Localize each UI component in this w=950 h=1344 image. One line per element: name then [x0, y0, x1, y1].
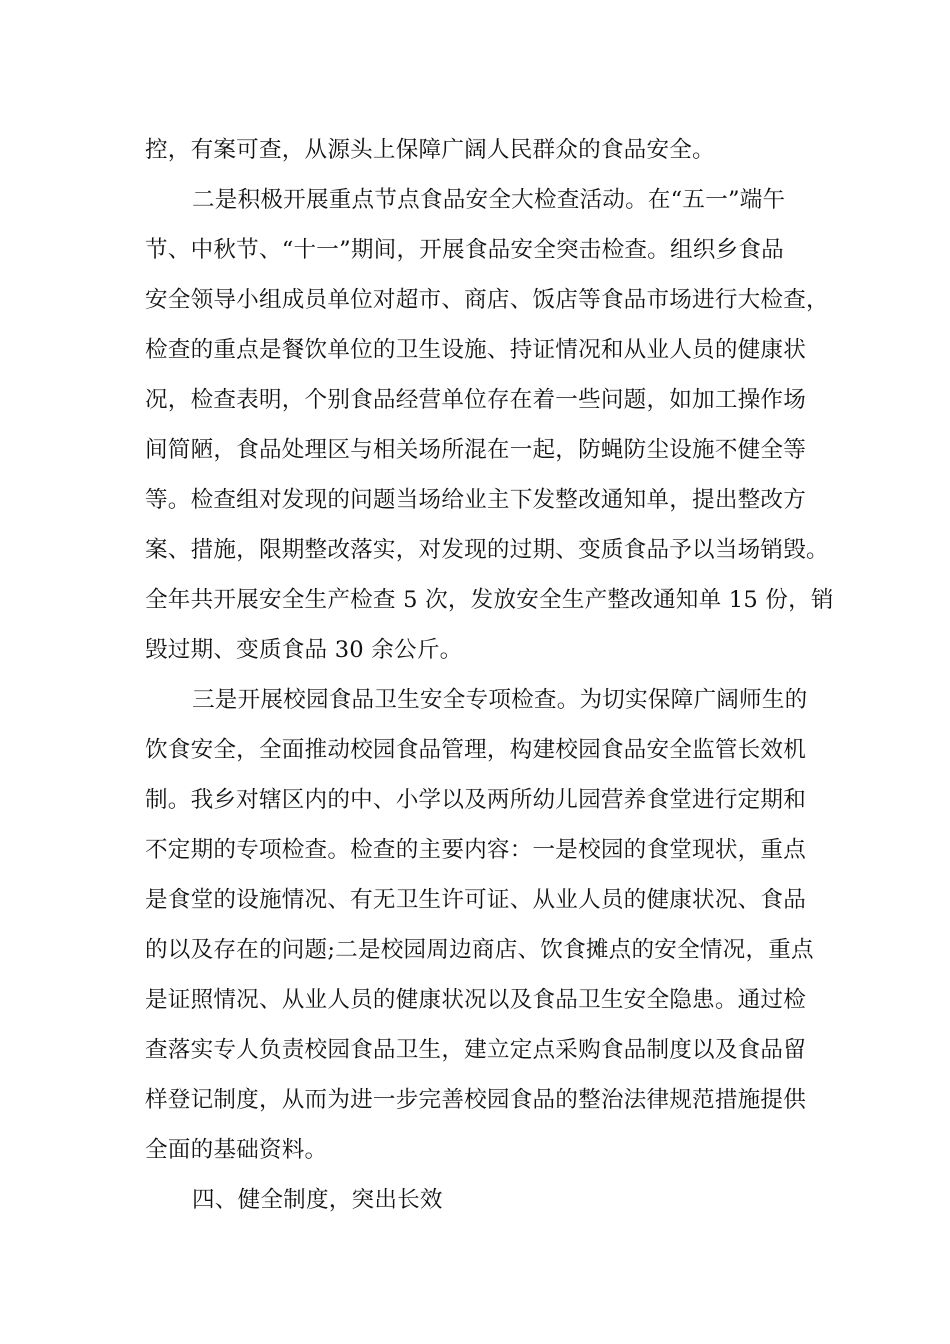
- text-line: 样登记制度，从而为进一步完善校园食品的整治法律规范措施提供: [145, 1087, 807, 1113]
- paragraph-3-start: 三是开展校园食品卫生安全专项检查。为切实保障广阔师生的: [192, 687, 808, 713]
- text-line: 全年共开展安全生产检查 5 次，发放安全生产整改通知单 15 份，销: [145, 587, 834, 613]
- text-line: 况，检查表明，个别食品经营单位存在着一些问题，如加工操作场: [145, 387, 807, 413]
- text-line: 查落实专人负责校园食品卫生，建立定点采购食品制度以及食品留: [145, 1037, 807, 1063]
- text-line: 等。检查组对发现的问题当场给业主下发整改通知单，提出整改方: [145, 487, 807, 513]
- text-line: 制。我乡对辖区内的中、小学以及两所幼儿园营养食堂进行定期和: [145, 787, 807, 813]
- text-line: 毁过期、变质食品 30 余公斤。: [145, 637, 463, 663]
- text-line: 控，有案可查，从源头上保障广阔人民群众的食品安全。: [145, 137, 715, 163]
- text-line: 间简陋，食品处理区与相关场所混在一起，防蝇防尘设施不健全等: [145, 437, 807, 463]
- paragraph-2-start: 二是积极开展重点节点食品安全大检查活动。在“五一”端午: [192, 187, 786, 213]
- text-line: 检查的重点是餐饮单位的卫生设施、持证情况和从业人员的健康状: [145, 337, 807, 363]
- text-line: 不定期的专项检查。检查的主要内容：一是校园的食堂现状，重点: [145, 837, 807, 863]
- text-line: 饮食安全，全面推动校园食品管理，构建校园食品安全监管长效机: [145, 737, 807, 763]
- text-line: 全面的基础资料。: [145, 1137, 328, 1163]
- text-line: 节、中秋节、“十一”期间，开展食品安全突击检查。组织乡食品: [145, 237, 784, 263]
- text-line: 的以及存在的问题;二是校园周边商店、饮食摊点的安全情况，重点: [145, 937, 814, 963]
- text-line: 是食堂的设施情况、有无卫生许可证、从业人员的健康状况、食品: [145, 887, 807, 913]
- text-line: 是证照情况、从业人员的健康状况以及食品卫生安全隐患。通过检: [145, 987, 807, 1013]
- section-heading: 四、健全制度，突出长效: [192, 1187, 443, 1213]
- text-line: 安全领导小组成员单位对超市、商店、饭店等食品市场进行大检查，: [145, 287, 829, 313]
- text-line: 案、措施，限期整改落实，对发现的过期、变质食品予以当场销毁。: [145, 537, 829, 563]
